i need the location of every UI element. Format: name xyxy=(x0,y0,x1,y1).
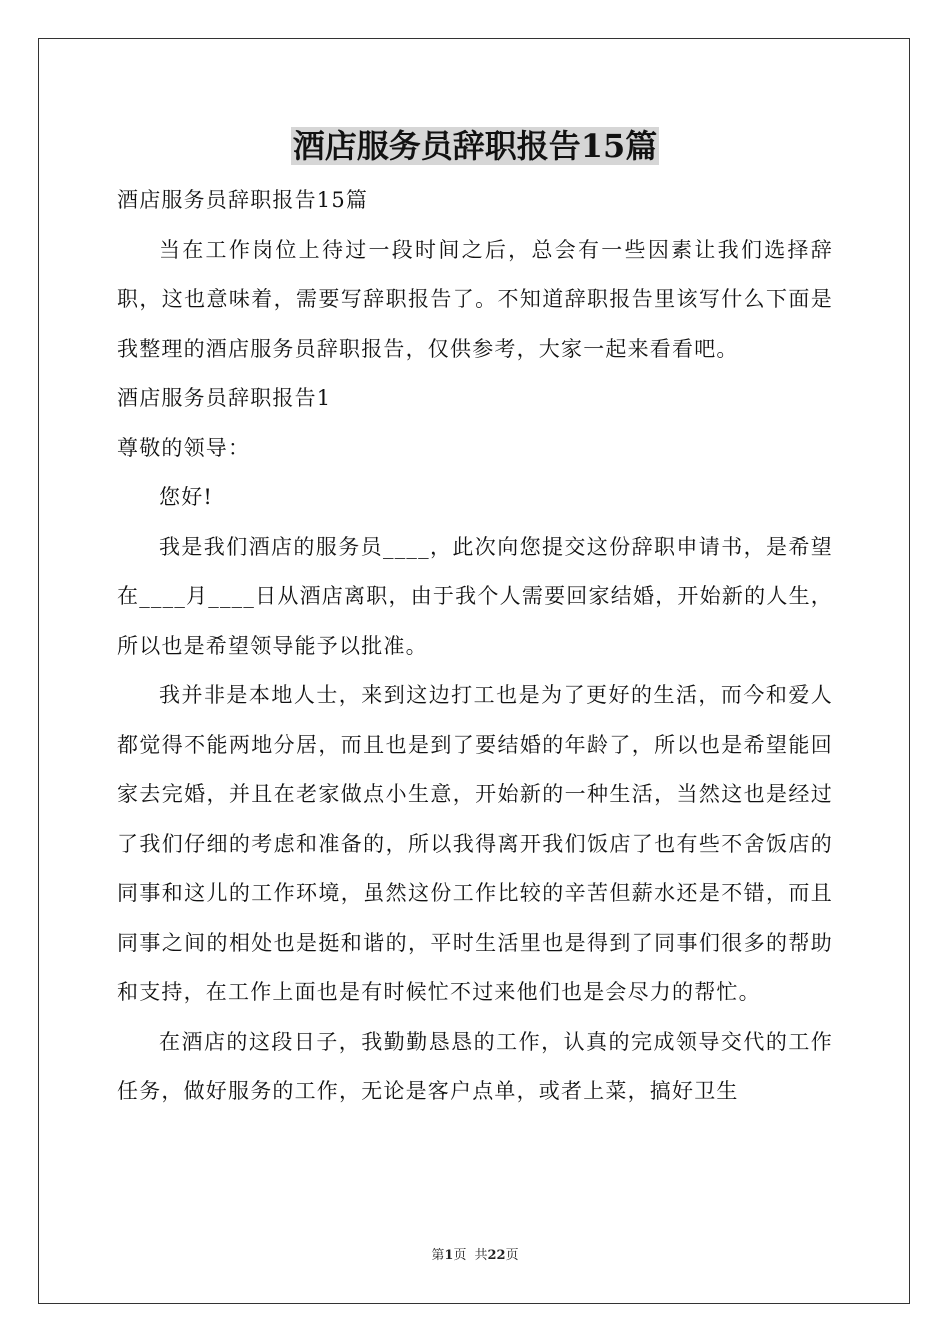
document-body xyxy=(117,176,833,1117)
total-suffix: 页 xyxy=(505,1248,519,1263)
page-current: 1 xyxy=(444,1248,454,1263)
section-heading: 酒店服务员辞职报告1 xyxy=(117,386,332,410)
body-paragraph-3: 在酒店的这段日子，我勤勤恳恳的工作，认真的完成领导交代的工作任务，做好服务的工作，无论是客户点单，或者上菜，搞好卫生 xyxy=(117,1029,833,1103)
body-paragraph-2: 我并非是本地人士，来到这边打工也是为了更好的生活，而今和爱人都觉得不能两地分居，而且也是到了要结婚的年龄了，所以也是希望能回家去完婚，并且在老家做点小生意，开始新的一种生活，当然这也是经过了我们仔细的考虑和准备的，所以我得离开我们饭店了也有些不舍饭店的同事和这儿的工作环境，虽然这份工作比较的辛苦但薪水还是不错，而且同事之间的相处也是挺和谐的，平时生活里也是得到了同事们很多的帮助和支持，在工作上面也是有时候忙不过来他们也是会尽力的帮忙。 xyxy=(117,683,833,1004)
total-pages: 22 xyxy=(487,1248,506,1263)
document-title-text: 酒店服务员辞职报告15篇 xyxy=(292,127,658,165)
page-prefix: 第 xyxy=(431,1248,445,1263)
document-title xyxy=(0,122,950,170)
page-footer xyxy=(0,1246,950,1266)
total-prefix: 共 xyxy=(474,1248,488,1263)
intro-paragraph: 当在工作岗位上待过一段时间之后，总会有一些因素让我们选择辞职，这也意味着，需要写辞职报告了。不知道辞职报告里该写什么下面是我整理的酒店服务员辞职报告，仅供参考，大家一起来看看吧。 xyxy=(117,237,833,361)
subtitle-paragraph: 酒店服务员辞职报告15篇 xyxy=(117,188,369,212)
body-paragraph-1: 我是我们酒店的服务员____，此次向您提交这份辞职申请书，是希望在____月____日从酒店离职，由于我个人需要回家结婚，开始新的人生，所以也是希望领导能予以批准。 xyxy=(117,534,833,658)
page-suffix: 页 xyxy=(453,1248,467,1263)
salutation: 尊敬的领导： xyxy=(117,435,251,460)
greeting: 您好! xyxy=(159,485,214,509)
